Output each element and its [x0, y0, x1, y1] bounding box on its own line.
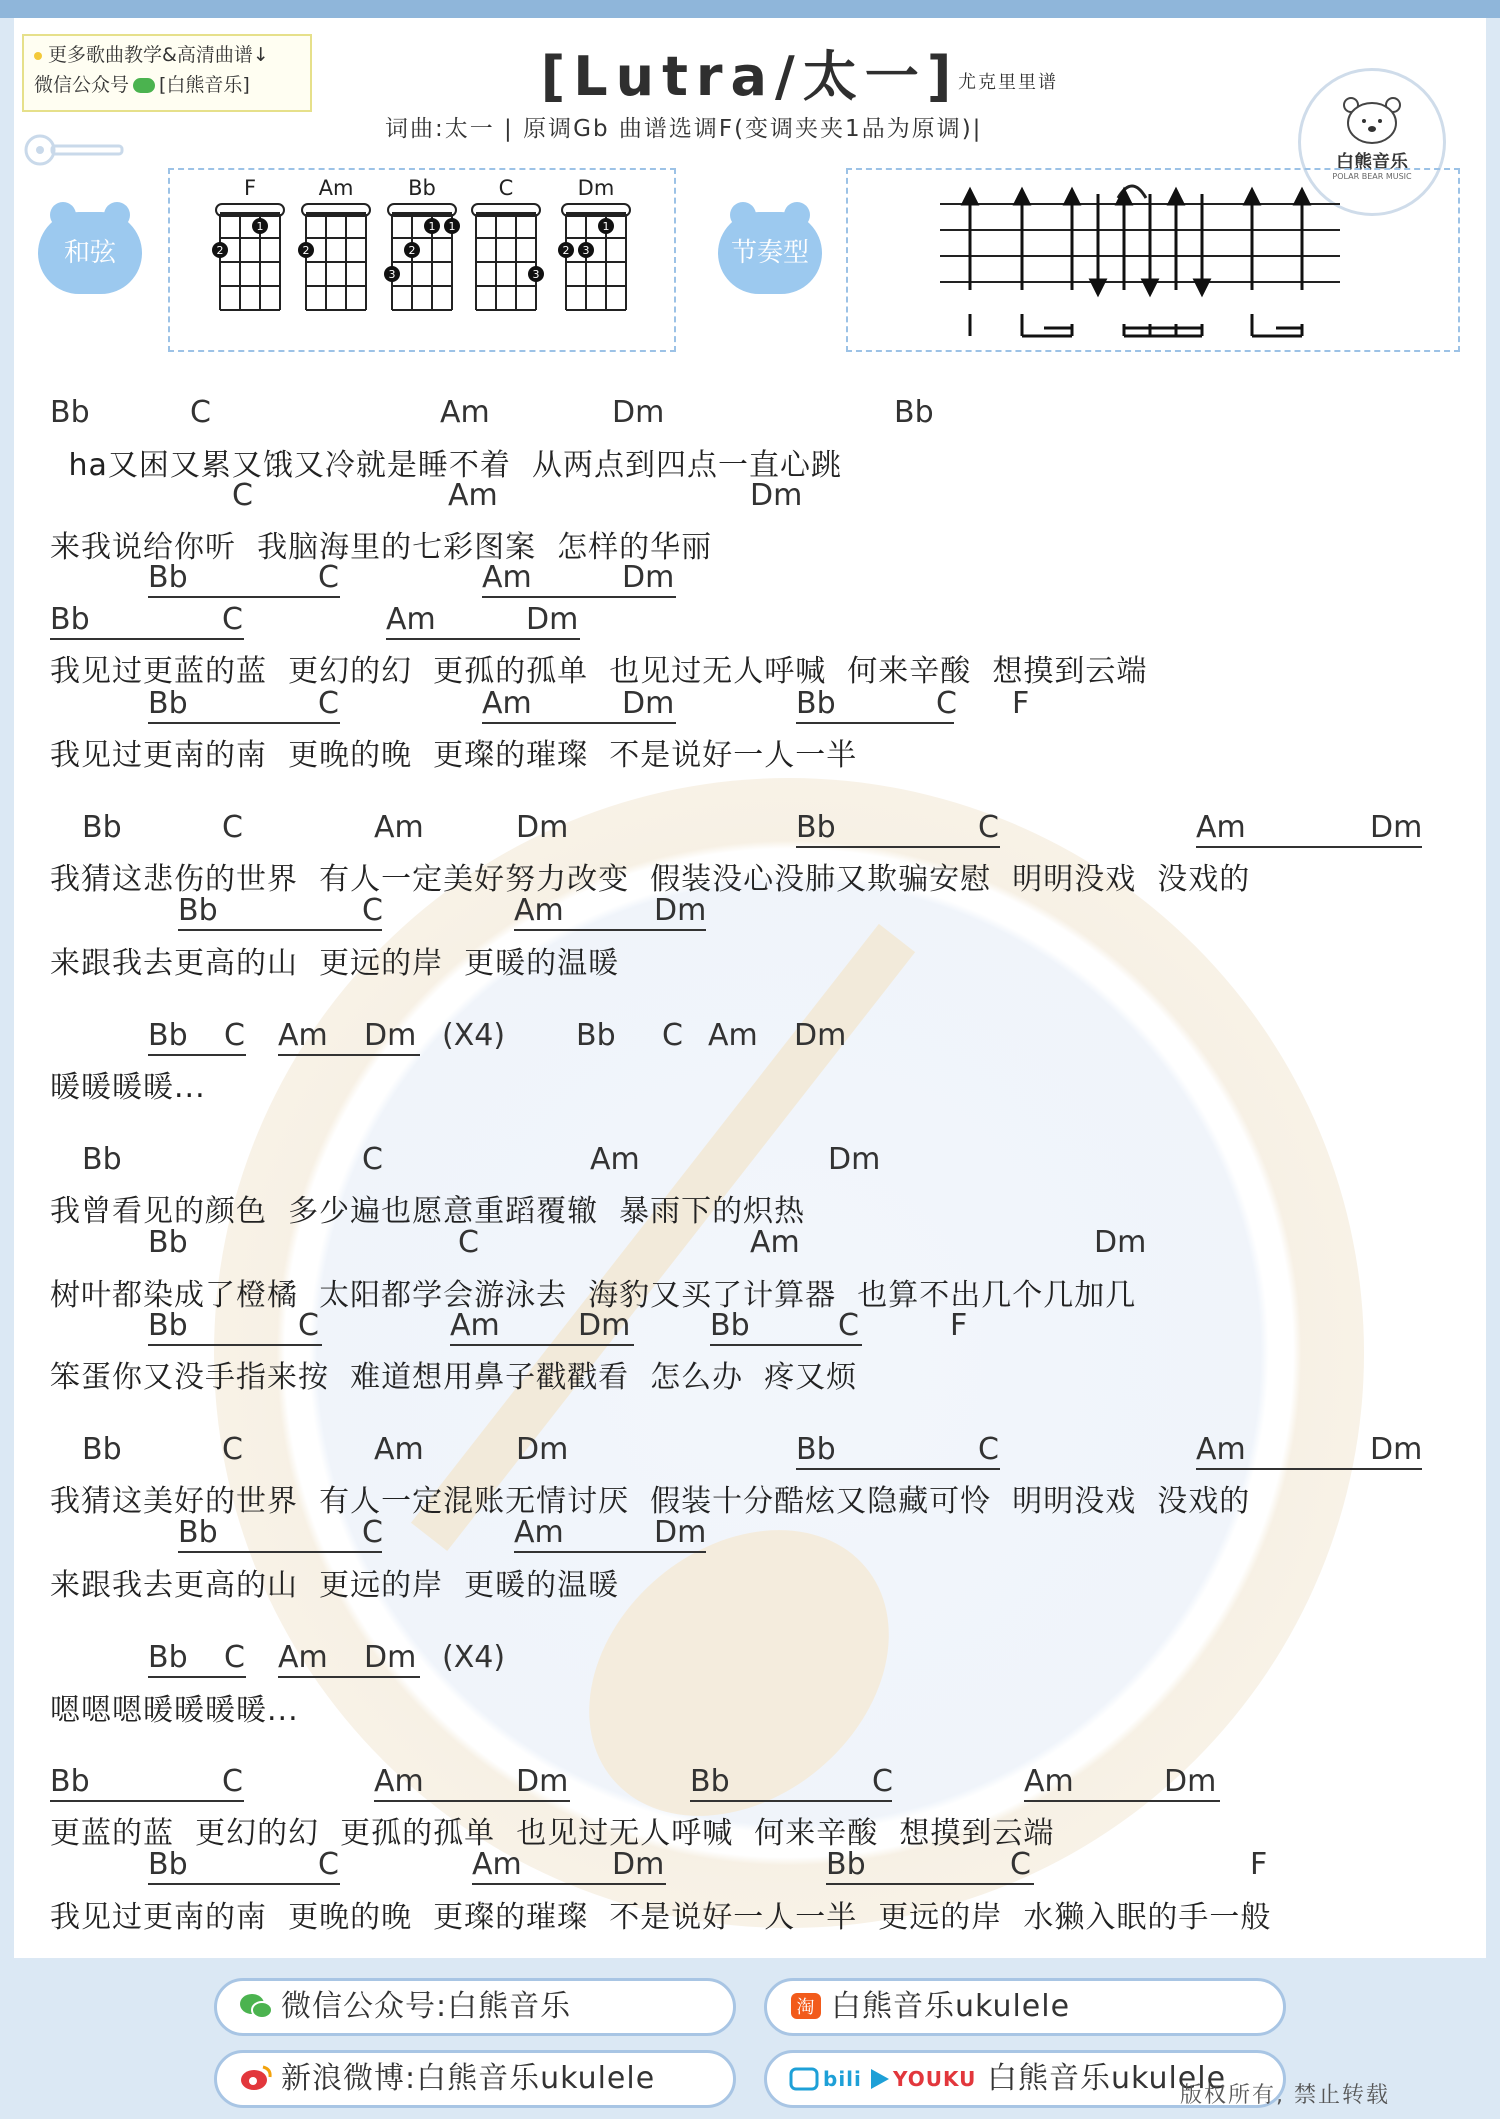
- chord-label: C: [190, 395, 211, 430]
- chord-label: Am: [482, 686, 532, 721]
- chord-label: Dm: [654, 1515, 707, 1550]
- chord-label: Am: [708, 1018, 758, 1053]
- taobao-icon: [789, 1991, 823, 2021]
- chord-underline: [450, 1344, 634, 1346]
- chord-underline: [514, 1551, 706, 1553]
- lyric-text: 来跟我去更高的山 更远的岸 更暖的温暖: [50, 1568, 620, 1603]
- chord-label: Am: [514, 893, 564, 928]
- song-title: [0, 34, 1500, 111]
- chord-label: Bb: [796, 810, 836, 845]
- lyric-text: 来我说给你听 我脑海里的七彩图案 怎样的华丽: [50, 530, 713, 565]
- finger-number: 1: [602, 220, 610, 233]
- lyric-text: 树叶都染成了橙橘 太阳都学会游泳去 海豹又买了计算器 也算不出几个几加几: [50, 1278, 1137, 1313]
- chord-underline: [1024, 1800, 1220, 1802]
- video-label: 白熊音乐ukulele: [987, 2061, 1227, 2096]
- chord-underline: [148, 1883, 340, 1885]
- chord-label: Am: [440, 395, 490, 430]
- chord-label: Dm: [516, 1764, 569, 1799]
- chord-label: Am: [1196, 1432, 1246, 1467]
- chord-label: Dm: [578, 1308, 631, 1343]
- chord-label: Bb: [894, 395, 934, 430]
- svg-text:bili: bili: [823, 2067, 862, 2091]
- top-bar: [0, 0, 1500, 18]
- promo-line2b: [白熊音乐]: [159, 74, 250, 96]
- chord-label: Dm: [1094, 1225, 1147, 1260]
- chord-label: Bb: [148, 686, 188, 721]
- lyric-text: 嗯嗯嗯暖暖暖暖...: [50, 1693, 299, 1728]
- chord-underline: [514, 929, 706, 931]
- chord-underline: [472, 1883, 666, 1885]
- chord-underline: [482, 722, 676, 724]
- chord-label: Bb: [148, 560, 188, 595]
- chord-label: Bb: [796, 1432, 836, 1467]
- chord-label: C: [222, 602, 243, 637]
- lyric-text: 我猜这美好的世界 有人一定混账无情讨厌 假装十分酷炫又隐藏可怜 明明没戏 没戏的: [50, 1484, 1251, 1519]
- chord-underline: [50, 1800, 244, 1802]
- chord-label: Am: [448, 478, 498, 513]
- chord-label: Dm: [1164, 1764, 1217, 1799]
- strum-up-arrow: [1295, 190, 1309, 204]
- chord-underline: [148, 596, 340, 598]
- lyric-text: 我见过更南的南 更晚的晚 更璨的璀璨 不是说好一人一半: [50, 738, 858, 773]
- chord-label: Bb: [148, 1018, 188, 1053]
- strum-up-arrow: [963, 190, 977, 204]
- chord-label: Am: [374, 810, 424, 845]
- chord-label: Am: [278, 1018, 328, 1053]
- chord-label: C: [1010, 1847, 1031, 1882]
- chord-label: Bb: [148, 1308, 188, 1343]
- chord-label: Am: [374, 1432, 424, 1467]
- wechat-icon: [239, 1991, 273, 2021]
- chord-label: Dm: [1370, 810, 1423, 845]
- lyric-text: 我曾看见的颜色 多少遍也愿意重蹈覆辙 暴雨下的炽热: [50, 1194, 806, 1229]
- chord-label: Dm: [622, 560, 675, 595]
- chord-underline: [826, 1883, 1034, 1885]
- lyric-text: ha又困又累又饿又冷就是睡不着 从两点到四点一直心跳: [58, 448, 843, 483]
- chord-label: Bb: [82, 1432, 122, 1467]
- chord-name: Am: [318, 176, 354, 200]
- lyric-text: 更蓝的蓝 更幻的幻 更孤的孤单 也见过无人呼喊 何来辛酸 想摸到云端: [50, 1816, 1055, 1851]
- chord-label: Bb: [576, 1018, 616, 1053]
- song-title-sub: 尤克里里谱: [958, 72, 1058, 93]
- chord-label: C: [318, 560, 339, 595]
- chord-label: C: [222, 1432, 243, 1467]
- chord-label: C: [222, 810, 243, 845]
- taobao-label: 白熊音乐ukulele: [831, 1989, 1071, 2024]
- chord-underline: [386, 638, 580, 640]
- strum-down-arrow: [1091, 280, 1105, 294]
- chord-label: Dm: [654, 893, 707, 928]
- chord-name: F: [243, 176, 257, 200]
- chord-label: Bb: [148, 1225, 188, 1260]
- chord-label: Am: [472, 1847, 522, 1882]
- chord-label: Am: [482, 560, 532, 595]
- chord-label: Am: [450, 1308, 500, 1343]
- promo-line1: 更多歌曲教学&高清曲谱↓: [48, 44, 269, 66]
- chord-label: Bb: [796, 686, 836, 721]
- chord-label: C: [362, 1515, 383, 1550]
- chord-label: C: [872, 1764, 893, 1799]
- fretboard: [296, 202, 376, 332]
- chord-label: Bb: [82, 1142, 122, 1177]
- chord-underline: [796, 846, 1000, 848]
- svg-text:淘: 淘: [796, 1997, 816, 2018]
- chord-label: F: [1012, 686, 1030, 721]
- finger-number: 1: [448, 220, 456, 233]
- svg-text:YOUKU: YOUKU: [893, 2067, 977, 2091]
- fretboard: [556, 202, 636, 332]
- chord-label: Am: [386, 602, 436, 637]
- chord-label: Bb: [82, 810, 122, 845]
- chord-label: Am: [374, 1764, 424, 1799]
- chord-diagram-am: [296, 176, 376, 336]
- wechat-label: 微信公众号:白熊音乐: [281, 1989, 572, 2024]
- logo-name: 白熊音乐: [1336, 152, 1408, 173]
- chord-label: C: [232, 478, 253, 513]
- chord-name: Bb: [408, 176, 436, 200]
- chord-underline: [796, 1468, 1000, 1470]
- chord-label: Dm: [750, 478, 803, 513]
- fretboard: [210, 202, 290, 332]
- chord-underline: [278, 1676, 420, 1678]
- chord-underline: [148, 722, 340, 724]
- chords-tag: 和弦: [38, 212, 142, 294]
- chord-diagram-dm: [556, 176, 636, 336]
- chord-label: Dm: [516, 1432, 569, 1467]
- chord-label: Dm: [516, 810, 569, 845]
- chord-label: Dm: [612, 1847, 665, 1882]
- chord-label: C: [458, 1225, 479, 1260]
- finger-number: 2: [562, 244, 570, 257]
- lyric-text: 我见过更南的南 更晚的晚 更璨的璀璨 不是说好一人一半 更远的岸 水獭入眠的手一般: [50, 1900, 1272, 1935]
- finger-number: 1: [428, 220, 436, 233]
- lyric-text: 笨蛋你又没手指来按 难道想用鼻子戳戳看 怎么办 疼又烦: [50, 1360, 858, 1395]
- chord-label: Dm: [794, 1018, 847, 1053]
- chord-label: Bb: [148, 1640, 188, 1675]
- chord-underline: [50, 638, 244, 640]
- polar-bear-icon: [1301, 71, 1443, 151]
- strum-up-arrow: [1169, 190, 1183, 204]
- chord-label: Bb: [178, 1515, 218, 1550]
- fretboard: [466, 202, 546, 332]
- promo-line2: 微信公众号: [34, 74, 130, 96]
- chord-underline: [148, 1344, 322, 1346]
- chord-underline: [1196, 846, 1422, 848]
- chord-label: Bb: [826, 1847, 866, 1882]
- strum-up-arrow: [1117, 190, 1131, 204]
- chord-label: C: [224, 1640, 245, 1675]
- finger-number: 3: [388, 268, 396, 281]
- chord-underline: [482, 596, 676, 598]
- finger-number: 3: [532, 268, 540, 281]
- chord-underline: [1196, 1468, 1422, 1470]
- chord-label: (X4): [442, 1640, 506, 1675]
- chord-label: C: [362, 1142, 383, 1177]
- strum-down-arrow: [1143, 280, 1157, 294]
- chord-label: C: [978, 1432, 999, 1467]
- chord-label: Bb: [178, 893, 218, 928]
- chord-label: C: [222, 1764, 243, 1799]
- logo-en: POLAR BEAR MUSIC: [1332, 172, 1412, 181]
- song-meta: 词曲:太一 | 原调Gb 曲谱选调F(变调夹夹1品为原调)|: [385, 116, 983, 142]
- chord-label: Am: [1196, 810, 1246, 845]
- finger-number: 2: [408, 244, 416, 257]
- chord-label: C: [298, 1308, 319, 1343]
- chord-label: F: [1250, 1847, 1268, 1882]
- rhythm-pattern: [940, 174, 1340, 340]
- lyric-text: 来跟我去更高的山 更远的岸 更暖的温暖: [50, 946, 620, 981]
- chord-underline: [374, 1800, 570, 1802]
- bilibili-icon: [789, 2063, 979, 2093]
- chord-underline: [148, 1676, 246, 1678]
- chord-label: Bb: [690, 1764, 730, 1799]
- chord-label: Bb: [50, 395, 90, 430]
- chord-label: Am: [590, 1142, 640, 1177]
- ukulele-icon: [20, 130, 130, 170]
- chord-label: Dm: [622, 686, 675, 721]
- strum-up-arrow: [1065, 190, 1079, 204]
- chord-label: Dm: [364, 1018, 417, 1053]
- lyric-text: 我猜这悲伤的世界 有人一定美好努力改变 假装没心没肺又欺骗安慰 明明没戏 没戏的: [50, 862, 1251, 897]
- weibo-label: 新浪微博:白熊音乐ukulele: [281, 2061, 656, 2096]
- chord-label: C: [662, 1018, 683, 1053]
- weibo-pill[interactable]: [214, 2050, 736, 2108]
- finger-number: 2: [302, 244, 310, 257]
- chord-label: Dm: [1370, 1432, 1423, 1467]
- lyric-text: 我见过更蓝的蓝 更幻的幻 更孤的孤单 也见过无人呼喊 何来辛酸 想摸到云端: [50, 654, 1148, 689]
- rhythm-tag: 节奏型: [718, 212, 822, 294]
- chord-label: Dm: [526, 602, 579, 637]
- chord-underline: [796, 722, 954, 724]
- chord-underline: [178, 929, 382, 931]
- chord-underline: [690, 1800, 892, 1802]
- chord-label: Dm: [612, 395, 665, 430]
- lyric-text: 暖暖暖暖...: [50, 1070, 206, 1105]
- chord-label: Dm: [364, 1640, 417, 1675]
- chord-label: (X4): [442, 1018, 506, 1053]
- song-title-text: [Lutra/太一]: [540, 45, 960, 108]
- chord-label: C: [318, 1847, 339, 1882]
- copyright-text: 版权所有, 禁止转载: [1180, 2083, 1390, 2108]
- taobao-pill[interactable]: [764, 1978, 1286, 2036]
- chord-name: Dm: [577, 176, 615, 200]
- chord-diagram-bb: [382, 176, 462, 336]
- strum-down-arrow: [1195, 280, 1209, 294]
- finger-number: 3: [582, 244, 590, 257]
- strum-up-arrow: [1245, 190, 1259, 204]
- fretboard: [382, 202, 462, 332]
- chord-underline: [710, 1344, 862, 1346]
- weibo-icon: [239, 2063, 273, 2093]
- chord-label: Bb: [148, 1847, 188, 1882]
- chord-underline: [148, 1054, 246, 1056]
- strum-up-arrow: [1015, 190, 1029, 204]
- chord-label: C: [362, 893, 383, 928]
- chord-diagram-f: [210, 176, 290, 336]
- chord-label: C: [978, 810, 999, 845]
- chord-name: C: [498, 176, 514, 200]
- chord-label: Bb: [50, 1764, 90, 1799]
- chord-label: F: [950, 1308, 968, 1343]
- chord-label: Dm: [828, 1142, 881, 1177]
- chord-underline: [278, 1054, 420, 1056]
- wechat-pill[interactable]: [214, 1978, 736, 2036]
- chord-label: C: [936, 686, 957, 721]
- chord-label: C: [318, 686, 339, 721]
- chord-label: Bb: [710, 1308, 750, 1343]
- chord-label: C: [838, 1308, 859, 1343]
- chord-label: Am: [1024, 1764, 1074, 1799]
- chord-underline: [178, 1551, 382, 1553]
- chord-label: C: [224, 1018, 245, 1053]
- finger-number: 2: [216, 244, 224, 257]
- chord-label: Am: [514, 1515, 564, 1550]
- chord-label: Am: [750, 1225, 800, 1260]
- finger-number: 1: [256, 220, 264, 233]
- chord-label: Bb: [50, 602, 90, 637]
- chord-label: Am: [278, 1640, 328, 1675]
- chord-diagram-c: [466, 176, 546, 336]
